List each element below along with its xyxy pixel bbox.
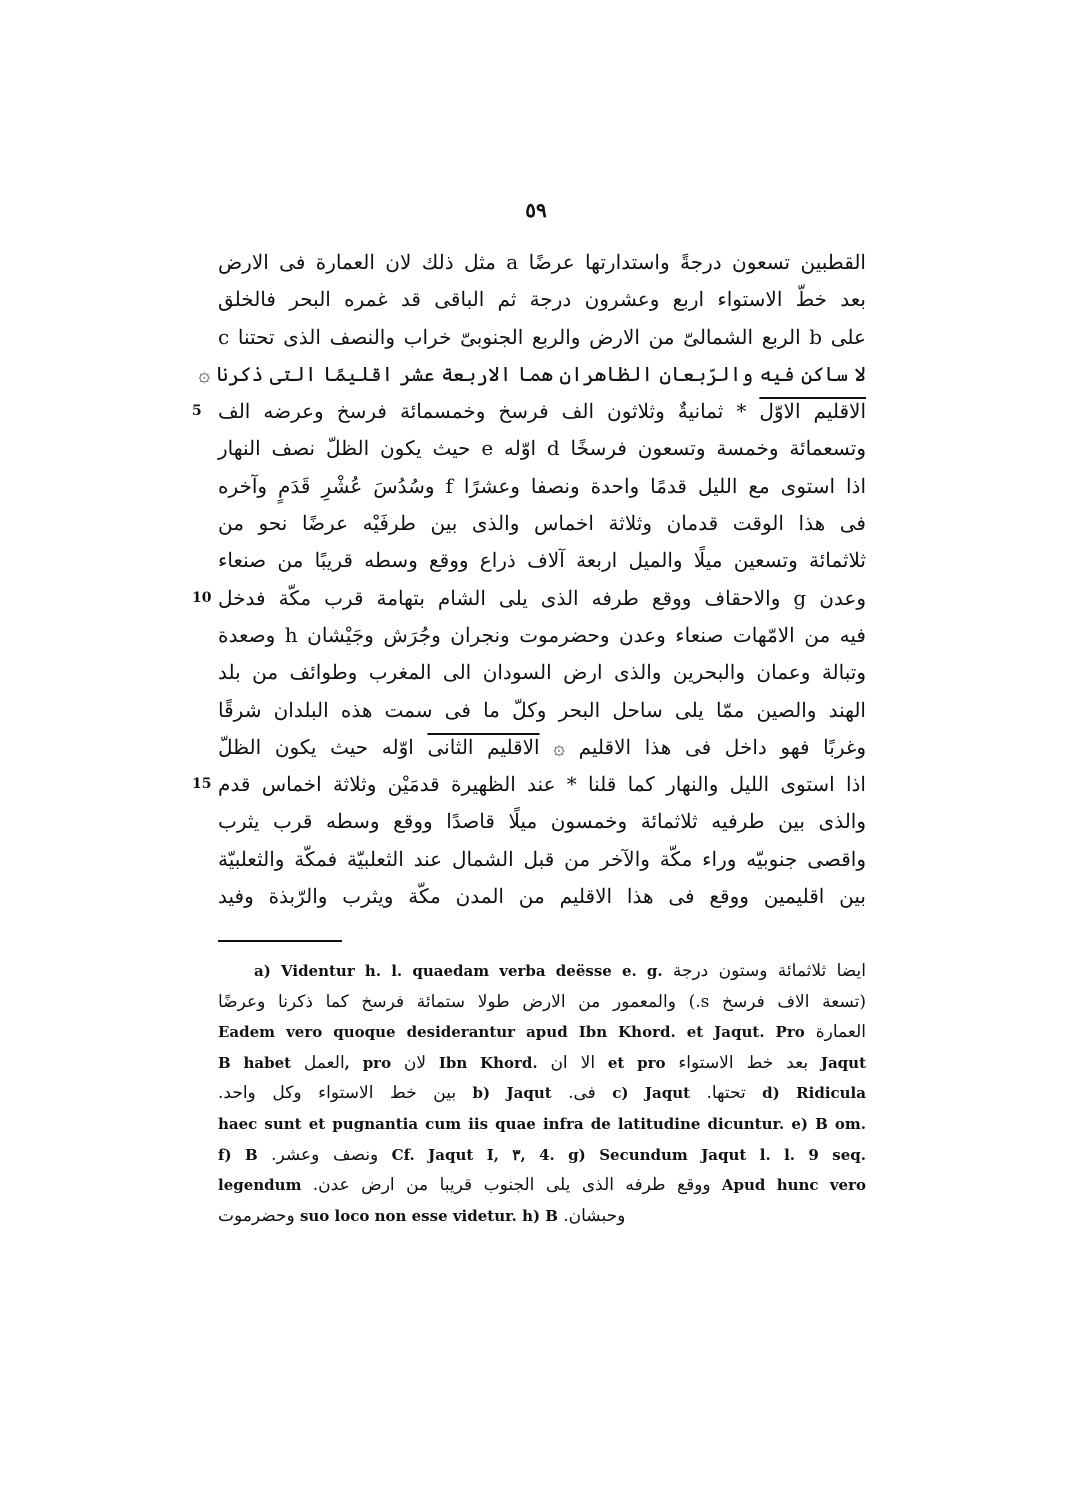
page-number: ٥٩	[525, 198, 547, 222]
footnote-arabic: تحتها.	[706, 1083, 746, 1104]
line-text-pre: وغربًا فهو داخل فى هذا الاقليم ۞	[539, 734, 866, 759]
line-text: وتسعمائة وخمسة وتسعون فرسخًا d اوّله e حيث يكون الظلّ نصف النهار	[218, 436, 866, 461]
text-line	[192, 766, 866, 803]
footnote-arabic: ووقع طرفه الذى يلى الجنوب قريبا من ارض عدن.	[312, 1175, 711, 1196]
footnote-arabic: العمارة	[815, 1022, 866, 1043]
footnote-latin: haec sunt et pugnantia cum iis quae infra de latitudine dicuntur. e) B om.	[218, 1114, 866, 1133]
text-line	[218, 505, 866, 542]
footnote-separator	[218, 940, 342, 942]
footnote-latin: Eadem vero quoque desiderantur apud Ibn Khord. et Jaqut. Pro	[218, 1023, 816, 1042]
text-line	[218, 654, 866, 691]
text-line	[218, 430, 866, 467]
text-line	[192, 580, 866, 617]
section-heading: الاقليم الاوّل	[759, 399, 866, 424]
footnote-latin: b) Jaqut	[456, 1084, 569, 1103]
footnote-arabic: فى.	[568, 1083, 596, 1104]
main-text	[192, 244, 866, 915]
footnote-latin: d) Ridicula	[745, 1084, 866, 1103]
footnote-line	[218, 1170, 866, 1201]
footnote-arabic: الا ان	[550, 1052, 596, 1073]
line-text: اوّله حيث يكون الظلّ	[218, 734, 428, 759]
line-text: واقصى جنوبيّه وراء مكّة والآخر من قبل الشمال عند الثعلبيّة فمكّة والثعلبيّة	[218, 846, 866, 871]
text-line	[218, 319, 866, 356]
line-text: اذا استوى الليل والنهار كما قلنا * عند الظهيرة قدمَيْن وثلاثة اخماس قدم	[218, 772, 866, 797]
footnote-latin: Ibn Khord.	[426, 1053, 551, 1072]
line-text: الهند والصين ممّا يلى ساحل البحر وكلّ ما فى سمت هذه البلدان شرقًا	[218, 697, 866, 722]
text-line	[218, 803, 866, 840]
footnote-arabic: ونصف وعشر.	[271, 1144, 379, 1165]
text-line	[218, 841, 866, 878]
footnote-latin: Cf. Jaqut I, ٣, 4. g) Secundum Jaqut l. l. 9 seq.	[378, 1145, 866, 1164]
line-text: على b الربع الشمالىّ من الارض والربع الجنوبىّ خراب والنصف الذى تحتنا c	[218, 324, 866, 349]
footnote-arabic: لان	[403, 1052, 427, 1073]
footnote-line	[218, 1109, 866, 1140]
footnote-arabic: (تسعة الاف فرسخ s.) والمعمور من الارض طولا ستمائة فرسخ كما ذكرنا وعرضًا	[218, 991, 866, 1012]
footnote-arabic: وحبشان.	[563, 1205, 626, 1226]
text-line	[192, 393, 866, 430]
footnote-line	[218, 1048, 866, 1079]
footnote-latin: , pro	[344, 1053, 404, 1072]
line-text: * ثمانيةٌ وثلاثون الف فرسخ وخمسمائة فرسخ وعرضه الف	[218, 399, 760, 424]
line-number: 15	[192, 776, 212, 793]
text-line	[218, 281, 866, 318]
footnote-arabic: ايضا ثلاثمائة وستون درجة	[672, 961, 866, 981]
footnote-line	[218, 1140, 866, 1171]
section-heading: الاقليم الثانى	[427, 734, 540, 759]
line-text: لا ساكن فيه والرّبعان الظاهران هما الاربعة عشر اقليمًا التى ذكرنا ۞	[198, 361, 866, 386]
text-line	[218, 878, 866, 915]
footnote-line	[218, 1017, 866, 1048]
line-text: اذا استوى مع الليل قدمًا واحدة ونصفا وعشرًا f وسُدُسَ عُشْرِ قَدَمٍ وآخره	[218, 473, 866, 498]
line-number: 10	[192, 589, 212, 606]
footnote-line	[218, 956, 866, 987]
text-line	[198, 356, 866, 393]
line-text: القطبين تسعون درجةً واستدارتها عرضًا a مثل ذلك لان العمارة فى الارض	[218, 250, 866, 274]
text-line	[218, 542, 866, 579]
footnote-line	[218, 1201, 866, 1232]
footnote-arabic: بعد خط الاستواء	[678, 1052, 809, 1073]
footnote-latin: suo loco non esse videtur. h) B	[294, 1206, 564, 1225]
footnote-latin: Jaqut	[808, 1053, 866, 1072]
footnote-arabic: بين خط الاستواء وكل واحد.	[218, 1083, 457, 1104]
text-line	[218, 729, 866, 766]
line-text: وعدن g والاحقاف ووقع طرفه الذى يلى الشام بتهامة قرب مكّة فدخل	[218, 585, 866, 610]
footnote-latin: a) Videntur h. l. quaedam verba deësse e. g.	[254, 962, 673, 980]
line-text: ثلاثمائة وتسعين ميلًا والميل اربعة آلاف ذراع ووقع وسطه قريبًا من صنعاء	[218, 548, 866, 573]
line-text: والذى بين طرفيه ثلاثمائة وخمسون ميلًا قاصدًا ووقع وسطه قرب يثرب	[218, 809, 866, 834]
text-line	[218, 617, 866, 654]
footnote-line	[218, 987, 866, 1018]
footnote-line	[218, 1078, 866, 1109]
footnote-arabic: العمل	[303, 1052, 345, 1073]
footnote-arabic: وحضرموت	[218, 1205, 295, 1226]
text-line	[218, 692, 866, 729]
footnote-latin: legendum	[218, 1176, 313, 1195]
line-number: 5	[192, 403, 202, 420]
footnote-latin: f) B	[218, 1145, 272, 1164]
line-text: بين اقليمين ووقع فى هذا الاقليم من المدن مكّة ويثرب والرّبذة وفيد	[218, 884, 866, 909]
footnotes	[218, 956, 866, 1231]
footnote-latin: Apud hunc vero	[710, 1176, 866, 1195]
text-line	[218, 244, 866, 281]
footnote-latin: B habet	[218, 1053, 304, 1072]
footnote-latin: c) Jaqut	[595, 1084, 707, 1103]
line-text: فيه من الامّهات صنعاء وعدن وحضرموت ونجران وجُرَش وجَيْشان h وصعدة	[218, 622, 866, 647]
line-text: بعد خطّ الاستواء اربع وعشرون درجة ثم الباقى قد غمره البحر فالخلق	[218, 287, 866, 312]
line-text: وتبالة وعمان والبحرين والذى ارض السودان الى المغرب وطوائف من بلد	[218, 660, 866, 685]
text-line	[218, 468, 866, 505]
footnote-latin: et pro	[595, 1053, 679, 1072]
line-text: فى هذا الوقت قدمان وثلاثة اخماس والذى بين طرفَيْه عرضًا نحو من	[218, 511, 866, 536]
